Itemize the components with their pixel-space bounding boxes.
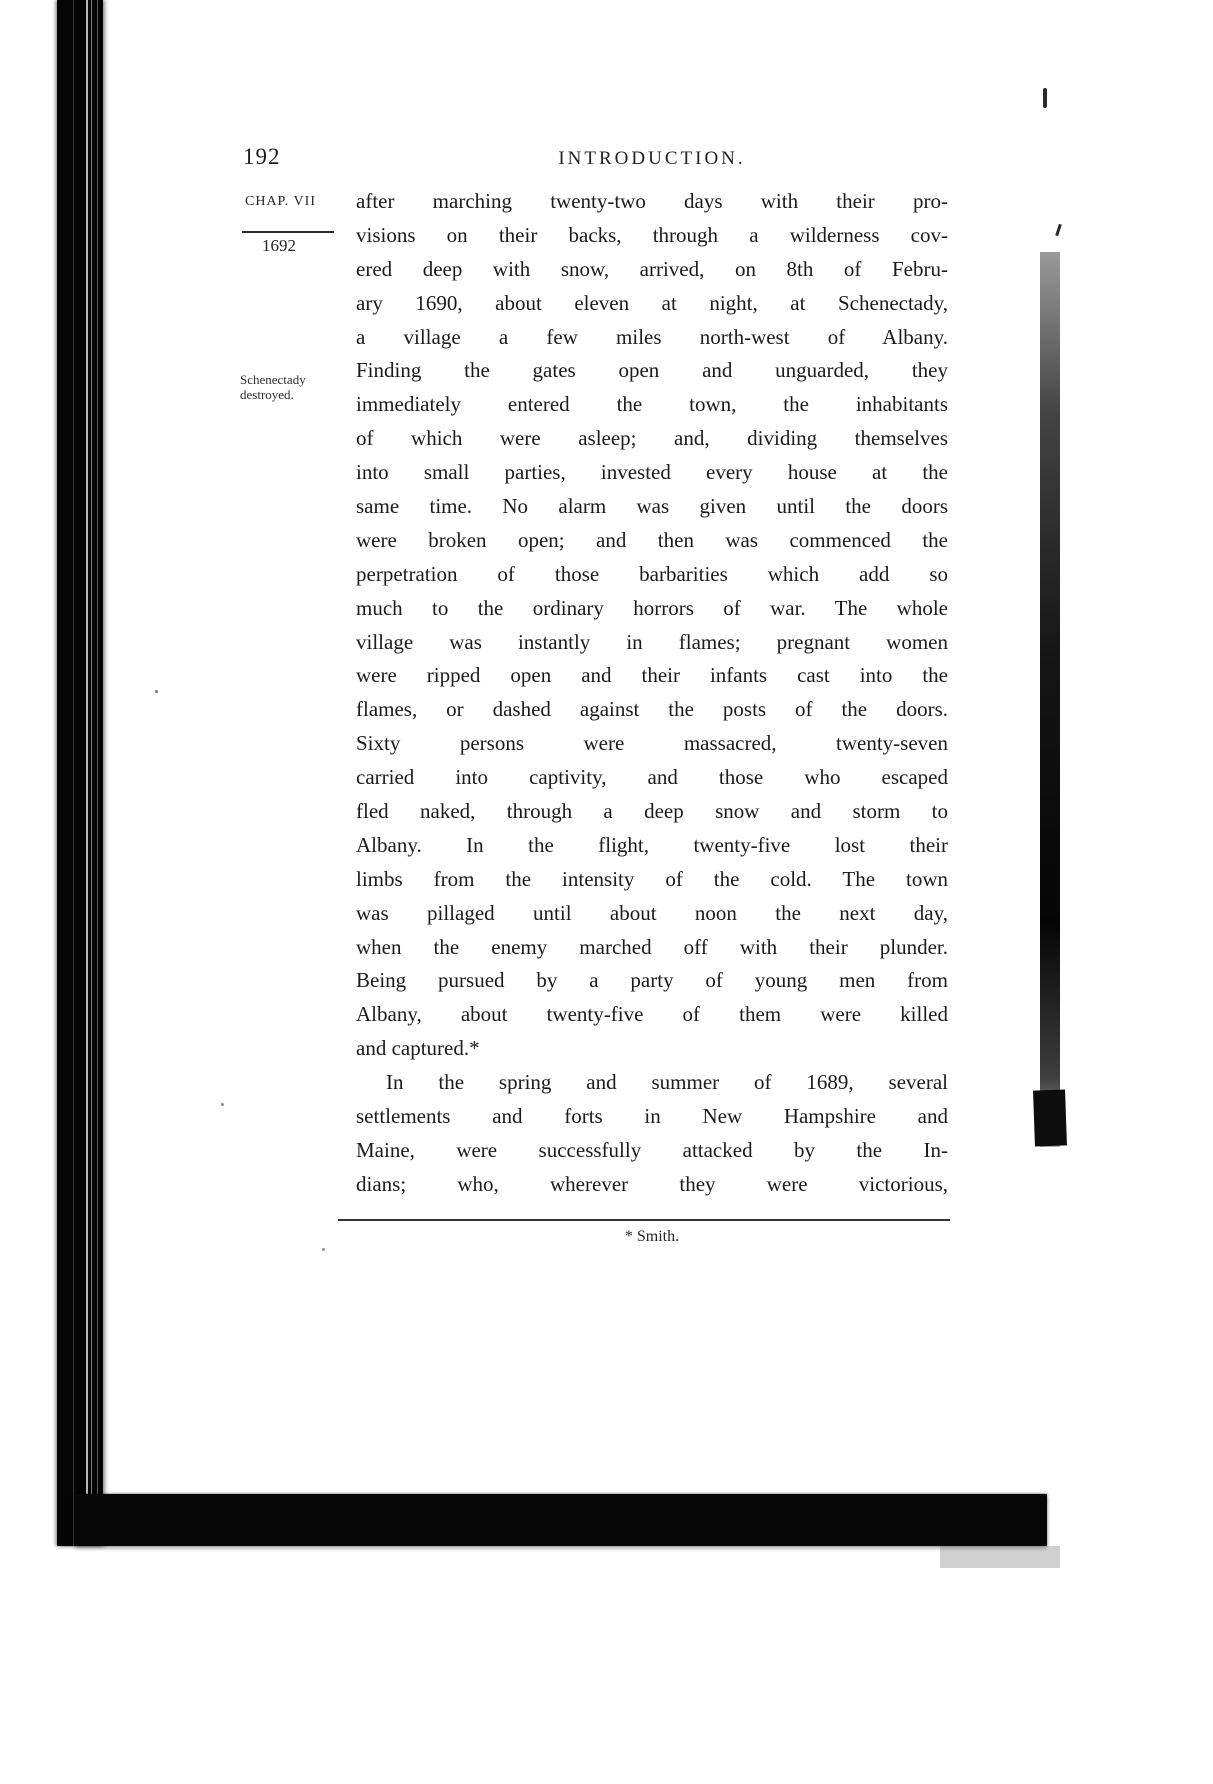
footnote-rule [338,1219,950,1221]
margin-chapter-label: CHAP. VII [245,194,316,209]
text-line: Maine, were successfully attacked by the In- [356,1137,948,1162]
scan-gutter-streak [86,0,88,1546]
margin-rule [242,231,334,233]
text-line: Finding the gates open and unguarded, they [356,358,948,383]
text-line: after marching twenty-two days with their pro- [356,189,948,213]
text-line: were ripped open and their infants cast into the [356,663,948,688]
text-line: limbs from the intensity of the cold. The town [356,866,948,891]
body-text [356,185,948,1202]
scan-gutter-streak [73,0,74,1546]
text-line: of which were asleep; and, dividing themselves [356,426,948,451]
margin-sidenote [240,372,350,402]
scan-right-edge-blob [1033,1089,1067,1146]
text-line: a village a few miles north-west of Albany. [356,324,948,349]
text-line: settlements and forts in New Hampshire and [356,1104,948,1129]
text-line: Being pursued by a party of young men from [356,968,948,993]
scan-gutter-streak [91,0,92,1546]
footnote: * Smith. [624,1228,680,1245]
scan-speck [1043,88,1047,108]
margin-sidenote-line: Schenectady [240,372,306,387]
scan-speck [221,1103,224,1106]
text-line: flames, or dashed against the posts of the doors. [356,697,948,722]
scan-gutter-streak [97,0,98,1546]
margin-sidenote-line: destroyed. [240,387,294,402]
text-line: and captured.* [356,1036,480,1061]
text-line: same time. No alarm was given until the doors [356,494,948,519]
text-line: ered deep with snow, arrived, on 8th of Febru- [356,256,948,281]
text-line: In the spring and summer of 1689, several [386,1070,948,1095]
text-line: perpetration of those barbarities which add so [356,561,948,586]
text-line: dians; who, wherever they were victorious, [356,1171,948,1196]
running-header: INTRODUCTION. [558,148,746,169]
scan-right-edge-streak [1040,252,1060,1147]
text-line: when the enemy marched off with their plunder. [356,934,948,959]
scan-speck [155,690,158,693]
page-number: 192 [243,144,281,169]
margin-year-label: 1692 [262,236,296,255]
text-line: immediately entered the town, the inhabitants [356,392,948,417]
text-line: fled naked, through a deep snow and storm to [356,799,948,824]
text-line: visions on their backs, through a wilderness cov- [356,222,948,247]
scan-speck [322,1248,325,1251]
scan-gutter-band [57,0,103,1546]
text-line: Sixty persons were massacred, twenty-seven [356,731,948,756]
scan-bottom-fuzz [940,1546,1060,1568]
scan-bottom-band [75,1494,1047,1546]
text-line: much to the ordinary horrors of war. The whole [356,595,948,620]
text-line: into small parties, invested every house at the [356,460,948,485]
text-line: Albany, about twenty-five of them were killed [356,1002,948,1027]
text-line: Albany. In the flight, twenty-five lost their [356,832,948,857]
text-line: were broken open; and then was commenced the [356,527,948,552]
text-line: ary 1690, about eleven at night, at Schenectady, [356,290,948,315]
text-line: carried into captivity, and those who escaped [356,765,948,790]
scan-speck [1055,224,1062,236]
text-line: village was instantly in flames; pregnant women [356,629,948,654]
text-line: was pillaged until about noon the next day, [356,900,948,925]
